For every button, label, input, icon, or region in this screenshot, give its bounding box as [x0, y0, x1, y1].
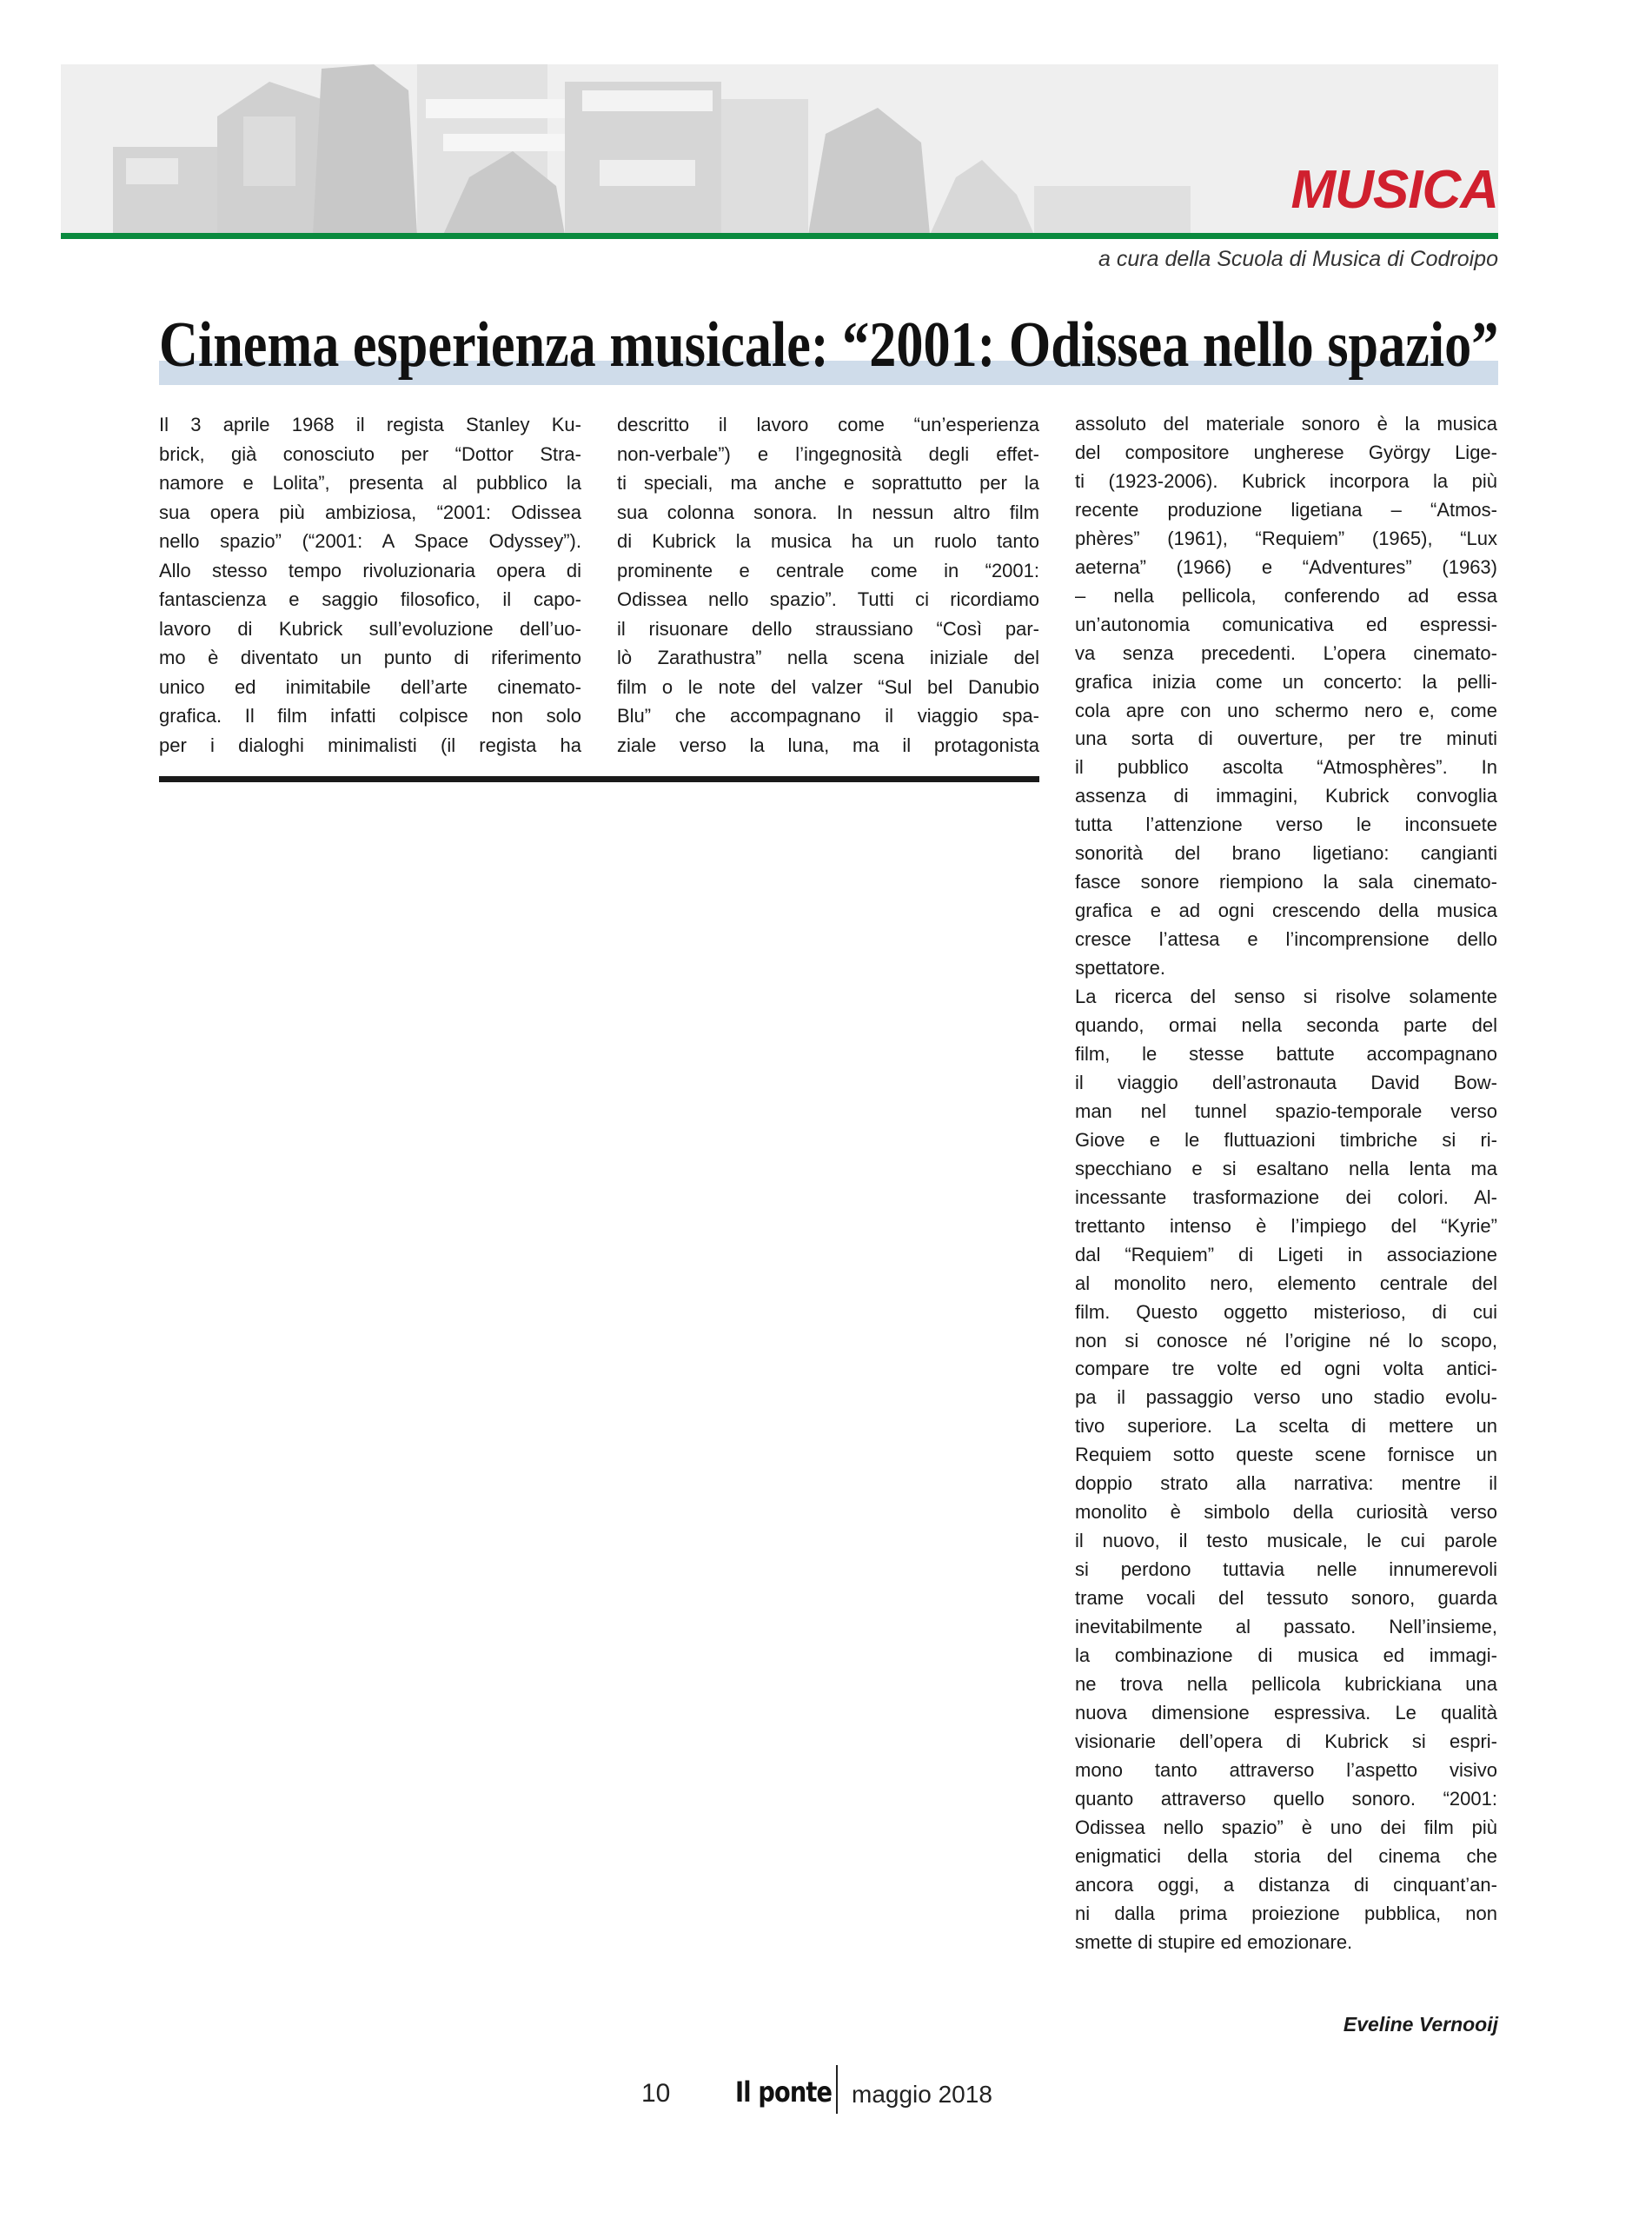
header-banner-image [61, 64, 1498, 235]
text-line: il risuonare dello straussiano “Così par- [617, 617, 1039, 640]
text-line: enigmatici della storia del cinema che [1075, 1844, 1497, 1867]
footer-divider [836, 2065, 838, 2114]
text-line: per i dialoghi minimalisti (il regista ha [159, 734, 581, 756]
issue-date: maggio 2018 [852, 2081, 992, 2108]
text-line: la combinazione di musica ed immagi- [1075, 1644, 1497, 1666]
text-line: grafica inizia come un concerto: la pelli- [1075, 670, 1497, 693]
text-line: incessante trasformazione dei colori. Al- [1075, 1186, 1497, 1208]
text-line: specchiano e si esaltano nella lenta ma [1075, 1157, 1497, 1179]
article-column-1 [159, 410, 581, 760]
section-rule [61, 233, 1498, 239]
column-divider-rule [159, 776, 1039, 782]
text-line: – nella pellicola, conferendo ad essa [1075, 584, 1497, 607]
text-line: il nuovo, il testo musicale, le cui parole [1075, 1530, 1497, 1552]
text-line: il viaggio dell’astronauta David Bow- [1075, 1071, 1497, 1093]
text-line: Giove e le fluttuazioni timbriche si ri- [1075, 1128, 1497, 1151]
text-line: doppio strato alla narrativa: mentre il [1075, 1472, 1497, 1495]
article-column-3 [1075, 410, 1497, 1956]
text-line: visionarie dell’opera di Kubrick si espri- [1075, 1730, 1497, 1752]
text-line: namore e Lolita”, presenta al pubblico la [159, 472, 581, 494]
section-curator: a cura della Scuola di Musica di Codroipo [1098, 247, 1498, 271]
text-line: cola apre con uno schermo nero e, come [1075, 699, 1497, 721]
text-line: film. Questo oggetto misterioso, di cui [1075, 1300, 1497, 1323]
text-line: di Kubrick la musica ha un ruolo tanto [617, 530, 1039, 552]
text-line: sua opera più ambiziosa, “2001: Odissea [159, 501, 581, 523]
text-line: ziale verso la luna, ma il protagonista [617, 734, 1039, 756]
text-line: sua colonna sonora. In nessun altro film [617, 501, 1039, 523]
text-line: Odissea nello spazio” è uno dei film più [1075, 1816, 1497, 1838]
page-number: 10 [641, 2079, 671, 2108]
text-line: inevitabilmente al passato. Nell’insieme, [1075, 1616, 1497, 1638]
text-line: film, le stesse battute accompagnano [1075, 1042, 1497, 1065]
text-line: prominente e centrale come in “2001: [617, 559, 1039, 581]
text-line: assenza di immagini, Kubrick convoglia [1075, 785, 1497, 807]
text-line: fasce sonore riempiono la sala cinemato- [1075, 871, 1497, 893]
text-line: smette di stupire ed emozionare. [1075, 1930, 1353, 1953]
text-line: nello spazio” (“2001: A Space Odyssey”). [159, 530, 581, 552]
section-title: MUSICA [1290, 160, 1498, 220]
text-line: grafica e ad ogni crescendo della musica [1075, 900, 1497, 922]
text-line: fantascienza e saggio filosofico, il capo- [159, 588, 581, 610]
text-line: lò Zarathustra” nella scena iniziale del [617, 647, 1039, 668]
text-line: brick, già conosciuto per “Dottor Stra- [159, 442, 581, 465]
article-title: Cinema esperienza musicale: “2001: Odissea nello spazio” [159, 309, 1499, 381]
text-line: trame vocali del tessuto sonoro, guarda [1075, 1587, 1497, 1610]
text-line: non si conosce né l’origine né lo scopo, [1075, 1329, 1497, 1352]
text-line: quando, ormai nella seconda parte del [1075, 1014, 1497, 1037]
text-line: Blu” che accompagnano il viaggio spa- [617, 705, 1039, 727]
text-line: assoluto del materiale sonoro è la musica [1075, 413, 1497, 435]
text-line: recente produzione ligetiana – “Atmos- [1075, 498, 1497, 521]
text-line: un’autonomia comunicativa ed espressi- [1075, 613, 1497, 635]
text-line: Requiem sotto queste scene fornisce un [1075, 1444, 1497, 1466]
text-line: lavoro di Kubrick sull’evoluzione dell’uo- [159, 617, 581, 640]
text-line: monolito è simbolo della curiosità verso [1075, 1501, 1497, 1524]
text-line: unico ed inimitabile dell’arte cinemato- [159, 675, 581, 698]
text-line: ancora oggi, a distanza di cinquant’an- [1075, 1873, 1497, 1896]
text-line: La ricerca del senso si risolve solamente [1075, 986, 1497, 1008]
text-line: il pubblico ascolta “Atmosphères”. In [1075, 756, 1497, 779]
text-line: va senza precedenti. L’opera cinemato- [1075, 641, 1497, 664]
text-line: del compositore ungherese György Lige- [1075, 441, 1497, 463]
article-author: Eveline Vernooij [1343, 2013, 1498, 2036]
text-line: aeterna” (1966) e “Adventures” (1963) [1075, 555, 1497, 578]
text-line: nuova dimensione espressiva. Le qualità [1075, 1701, 1497, 1724]
text-line: quanto attraverso quello sonoro. “2001: [1075, 1787, 1497, 1810]
text-line: pa il passaggio verso uno stadio evolu- [1075, 1386, 1497, 1409]
text-line: spettatore. [1075, 957, 1165, 980]
text-line: dal “Requiem” di Ligeti in associazione [1075, 1243, 1497, 1265]
text-line: non-verbale”) e l’ingegnosità degli effet- [617, 442, 1039, 465]
text-line: trettanto intenso è l’impiego del “Kyrie” [1075, 1214, 1497, 1237]
publication-logo: Il ponte [735, 2076, 833, 2109]
text-line: descritto il lavoro come “un’esperienza [617, 414, 1039, 435]
text-line: compare tre volte ed ogni volta antici- [1075, 1358, 1497, 1380]
text-line: sonorità del brano ligetiano: cangianti [1075, 842, 1497, 865]
article-column-2 [617, 410, 1039, 760]
text-line: Allo stesso tempo rivoluzionaria opera di [159, 559, 581, 581]
text-line: phères” (1961), “Requiem” (1965), “Lux [1075, 527, 1497, 549]
text-line: una sorta di ouverture, per tre minuti [1075, 727, 1497, 750]
text-line: Odissea nello spazio”. Tutti ci ricordiamo [617, 588, 1039, 610]
text-line: film o le note del valzer “Sul bel Danubio [617, 675, 1039, 698]
text-line: si perdono tuttavia nelle innumerevoli [1075, 1558, 1497, 1581]
text-line: tivo superiore. La scelta di mettere un [1075, 1415, 1497, 1438]
text-line: al monolito nero, elemento centrale del [1075, 1272, 1497, 1294]
text-line: ti (1923-2006). Kubrick incorpora la più [1075, 469, 1497, 492]
text-line: tutta l’attenzione verso le inconsuete [1075, 814, 1497, 836]
text-line: man nel tunnel spazio-temporale verso [1075, 1099, 1497, 1122]
text-line: mono tanto attraverso l’aspetto visivo [1075, 1758, 1497, 1781]
text-line: cresce l’attesa e l’incomprensione dello [1075, 928, 1497, 951]
text-line: mo è diventato un punto di riferimento [159, 647, 581, 668]
article-title-wrap [159, 306, 1498, 384]
text-line: grafica. Il film infatti colpisce non solo [159, 705, 581, 727]
text-line: ti speciali, ma anche e soprattutto per la [617, 472, 1039, 494]
text-line: Il 3 aprile 1968 il regista Stanley Ku- [159, 414, 581, 435]
text-line: ni dalla prima proiezione pubblica, non [1075, 1902, 1497, 1924]
text-line: ne trova nella pellicola kubrickiana una [1075, 1672, 1497, 1695]
